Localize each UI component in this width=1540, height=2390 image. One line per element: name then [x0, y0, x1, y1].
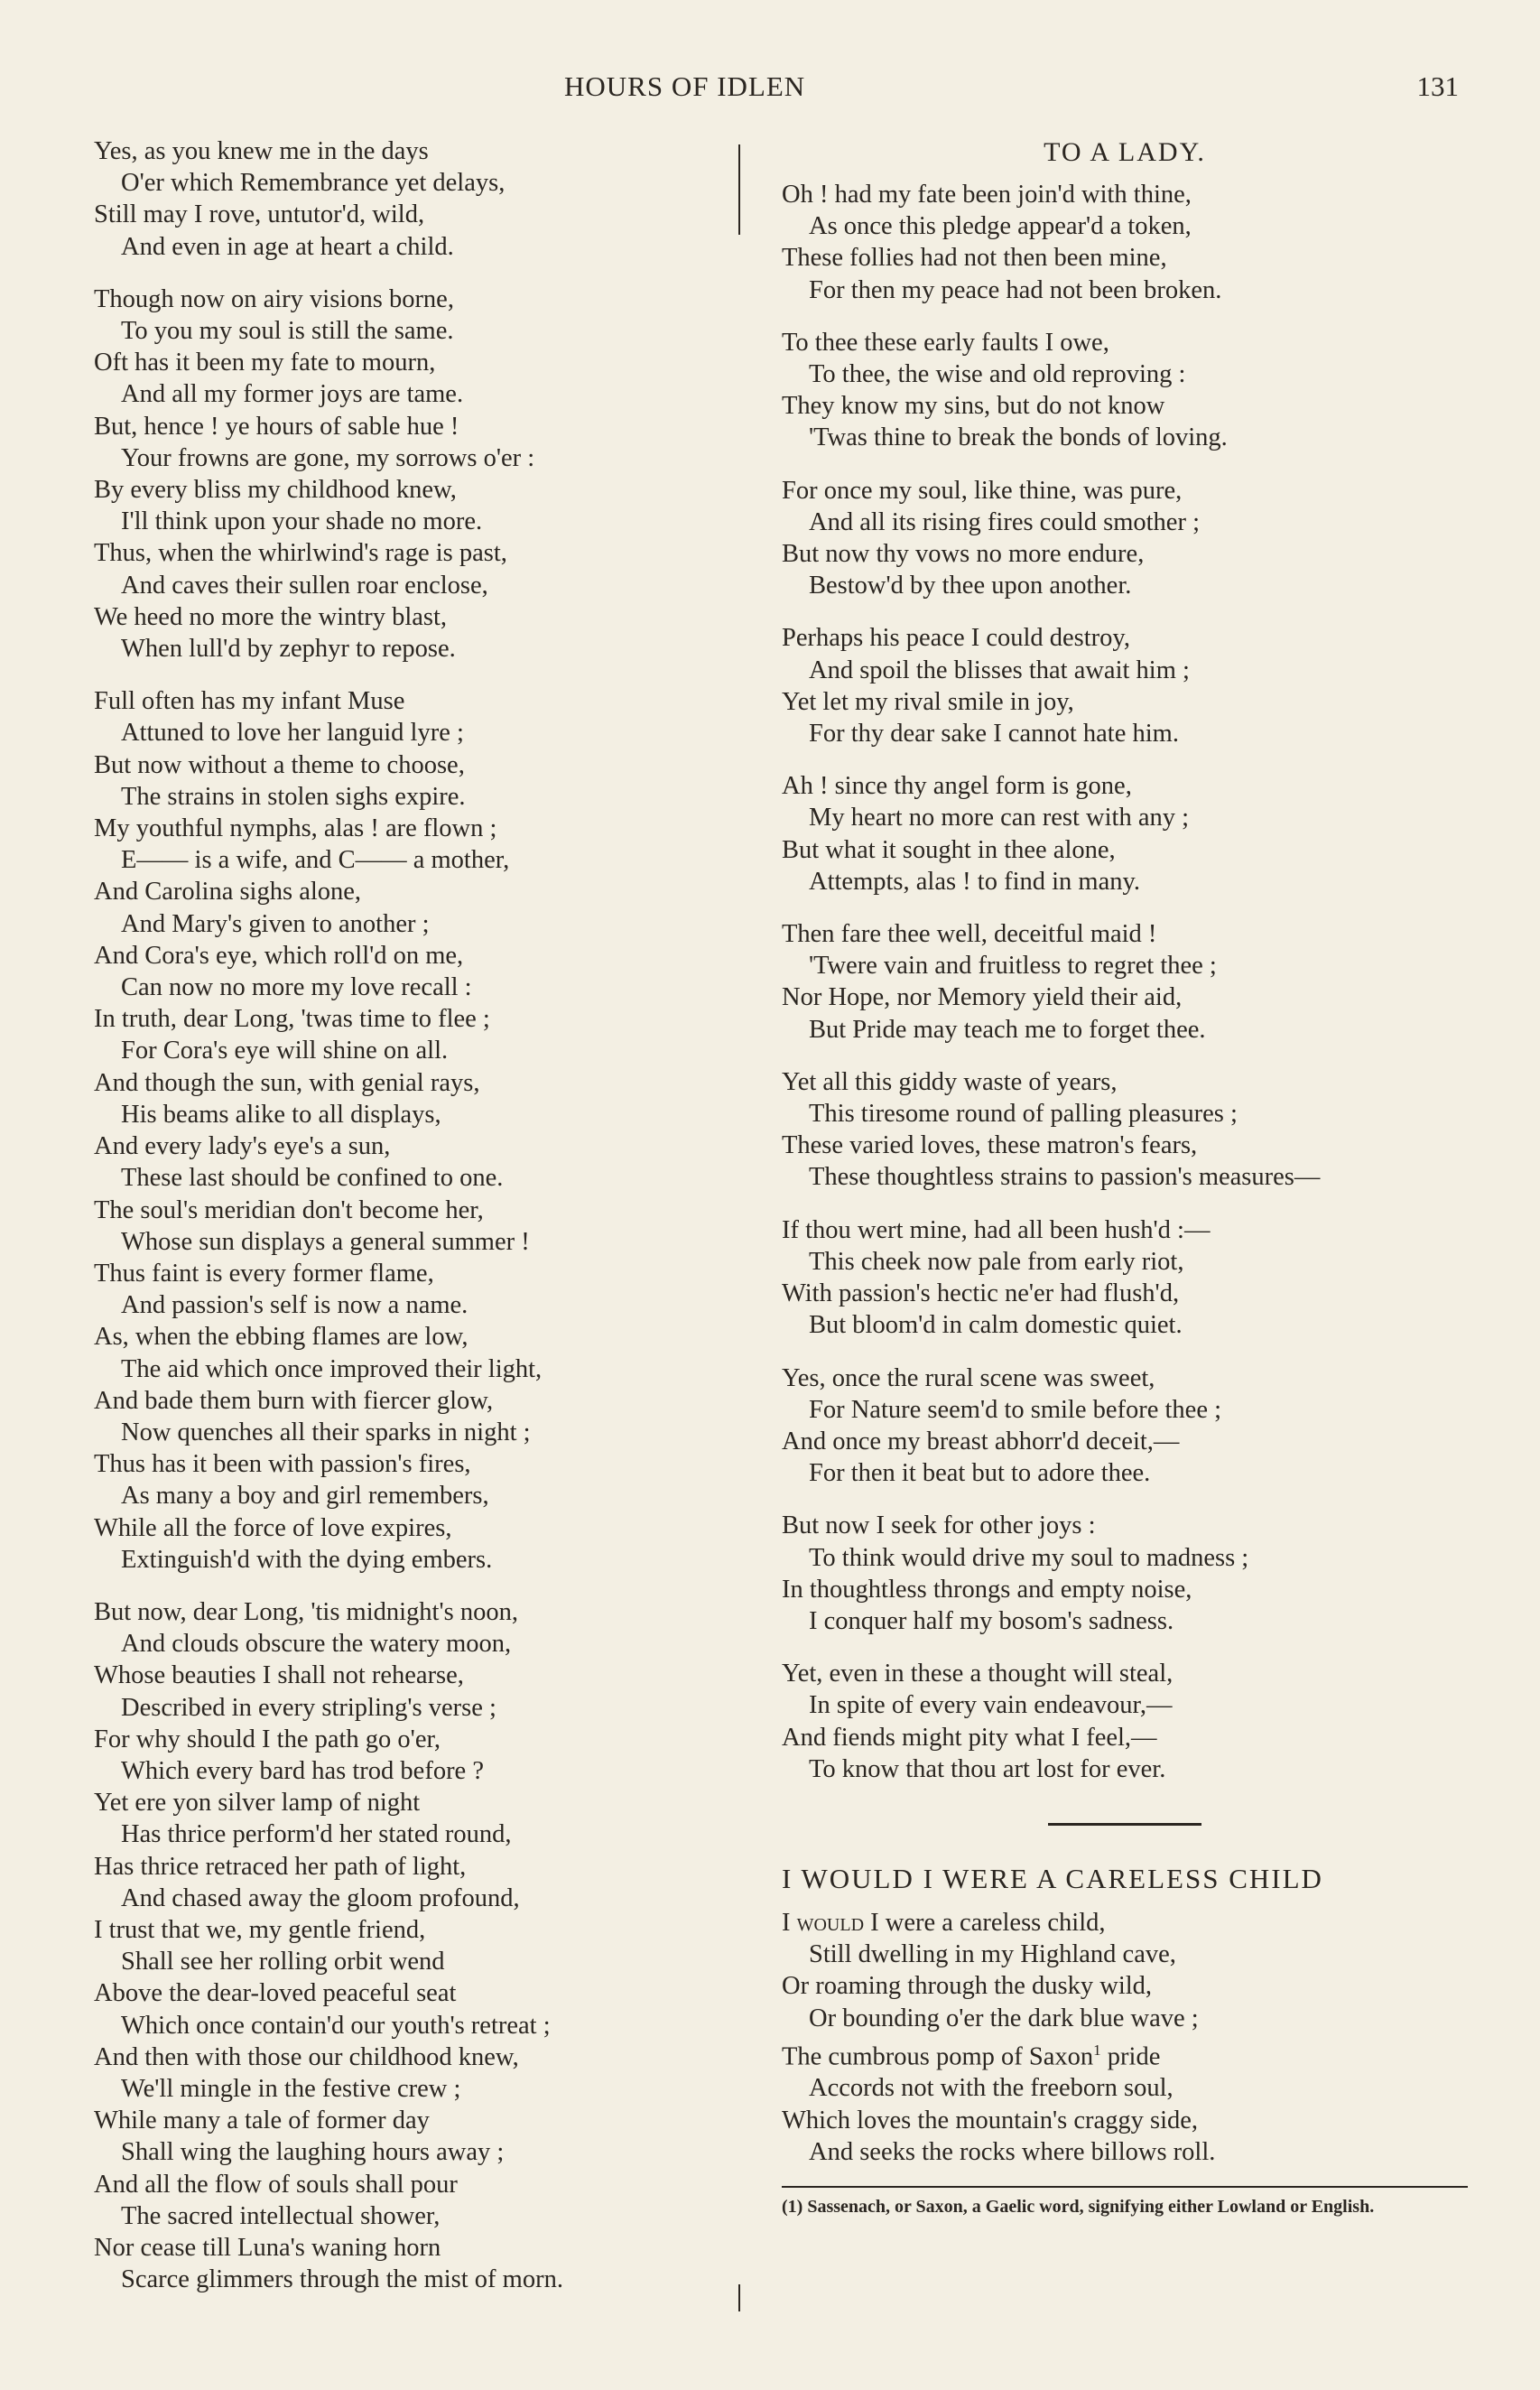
poem-line: Has thrice retraced her path of light, [94, 1852, 467, 1881]
stanza [782, 1362, 1468, 1490]
running-title: HOURS OF IDLEN [564, 70, 806, 102]
poem-line [782, 1970, 1468, 2002]
poem-line-text: Accords not with the freeborn soul, [809, 2074, 1174, 2103]
poem-line: For then it beat but to adore thee. [809, 1459, 1151, 1488]
poem-line [782, 2136, 1468, 2168]
right-column [782, 135, 1468, 2218]
stanza [94, 685, 672, 1576]
poem-line: Full often has my infant Muse [94, 687, 405, 716]
poem-line: But what it sought in thee alone, [782, 835, 1116, 864]
poem-line: In truth, dear Long, 'twas time to flee ; [94, 1005, 490, 1034]
stanza [782, 1510, 1468, 1637]
poem-line: Can now no more my love recall : [121, 973, 472, 1002]
drop-word: I would [782, 1908, 865, 1937]
poem-line: Yet, even in these a thought will steal, [782, 1660, 1174, 1688]
poem-line: And all the flow of souls shall pour [94, 2170, 458, 2199]
poem-line: By every bliss my childhood knew, [94, 476, 457, 505]
footnote-marker: 1 [1093, 2041, 1101, 2059]
poem-line: Oh ! had my fate been join'd with thine, [782, 181, 1192, 209]
poem-line: To know that thou art lost for ever. [809, 1754, 1166, 1783]
poem-line: Scarce glimmers through the mist of morn. [121, 2265, 563, 2294]
poem-line: For why should I the path go o'er, [94, 1725, 441, 1753]
poem-line: Has thrice perform'd her stated round, [121, 1820, 512, 1849]
poem-line: Yet let my rival smile in joy, [782, 687, 1074, 716]
poem-line: We heed no more the wintry blast, [94, 602, 448, 631]
poem-line: And caves their sullen roar enclose, [121, 571, 488, 600]
footnote-rule [782, 2186, 1468, 2188]
poem-line: Your frowns are gone, my sorrows o'er : [121, 443, 535, 472]
poem-line: In thoughtless throngs and empty noise, [782, 1575, 1192, 1604]
poem-line [782, 1907, 1468, 1939]
poem-line: I trust that we, my gentle friend, [94, 1915, 426, 1944]
poem-line: These follies had not then been mine, [782, 244, 1167, 273]
poem-line: If thou wert mine, had all been hush'd :— [782, 1215, 1211, 1244]
poem-line: Whose beauties I shall not rehearse, [94, 1661, 464, 1690]
poem-line: Yet ere yon silver lamp of night [94, 1789, 421, 1818]
poem-line: Attempts, alas ! to find in many. [809, 867, 1141, 896]
poem-line: Which once contain'd our youth's retreat ; [121, 2011, 551, 2040]
stanza [782, 918, 1468, 1046]
poem-line: But now thy vows no more endure, [782, 540, 1145, 569]
poem-line: But now, dear Long, 'tis midnight's noon, [94, 1597, 518, 1626]
poem-line: For then my peace had not been broken. [809, 275, 1222, 304]
poem-line: While many a tale of former day [94, 2106, 430, 2135]
poem-line: The strains in stolen sighs expire. [121, 782, 466, 811]
poem-line: To thee, the wise and old reproving : [809, 360, 1186, 389]
poem-line: Thus faint is every former flame, [94, 1259, 434, 1288]
poem-line: But Pride may teach me to forget thee. [809, 1015, 1206, 1044]
stanza [94, 284, 672, 665]
poem-line: Extinguish'd with the dying embers. [121, 1545, 493, 1574]
poem-line: Above the dear-loved peaceful seat [94, 1979, 457, 2008]
poem-line: This cheek now pale from early riot, [809, 1247, 1184, 1276]
stanza [782, 1214, 1468, 1342]
poem-line: And chased away the gloom profound, [121, 1883, 520, 1912]
poem-line-text: And seeks the rocks where billows roll. [809, 2137, 1216, 2166]
poem-line: Attuned to love her languid lyre ; [121, 719, 464, 748]
poem-line: And once my breast abhorr'd deceit,— [782, 1427, 1180, 1455]
poem-line: Still may I rove, untutor'd, wild, [94, 200, 425, 229]
poem-line: His beams alike to all displays, [121, 1100, 441, 1129]
poem-line: Ah ! since thy angel form is gone, [782, 772, 1132, 801]
poem-line: Yes, once the rural scene was sweet, [782, 1363, 1155, 1392]
poem-line: When lull'd by zephyr to repose. [121, 635, 456, 664]
page-header [0, 70, 1540, 107]
poem-line: O'er which Remembrance yet delays, [121, 169, 506, 198]
poem-line [782, 1939, 1468, 1970]
stanza [782, 327, 1468, 454]
stanza [94, 135, 672, 263]
stanza [94, 1596, 672, 2295]
poem-line-text: The cumbrous pomp of Saxon [782, 2042, 1094, 2071]
poem-line [782, 2003, 1468, 2034]
poem-line: And passion's self is now a name. [121, 1291, 468, 1320]
poem-line: Nor cease till Luna's waning horn [94, 2234, 441, 2262]
poem-line: But bloom'd in calm domestic quiet. [809, 1311, 1183, 1340]
stanza [782, 622, 1468, 749]
poem-line: Perhaps his peace I could destroy, [782, 624, 1130, 653]
poem-line: But now without a theme to choose, [94, 750, 465, 779]
poem-line: But, hence ! ye hours of sable hue ! [94, 412, 459, 441]
poem-line: And all my former joys are tame. [121, 380, 464, 409]
poem-line: These last should be confined to one. [121, 1164, 504, 1193]
poem-line: And fiends might pity what I feel,— [782, 1723, 1157, 1752]
page-number: 131 [1416, 70, 1459, 102]
poem-line [782, 2034, 1468, 2073]
poem-line: And bade them burn with fiercer glow, [94, 1386, 494, 1415]
poem-to-a-lady [782, 179, 1468, 1785]
poem-line: The sacred intellectual shower, [121, 2201, 441, 2230]
column-divider [738, 144, 740, 2311]
poem-line: In spite of every vain endeavour,— [809, 1691, 1173, 1720]
poem-line: Oft has it been my fate to mourn, [94, 349, 436, 377]
poem-line: My youthful nymphs, alas ! are flown ; [94, 814, 497, 843]
poem-line: And every lady's eye's a sun, [94, 1132, 391, 1161]
poem-line: And spoil the blisses that await him ; [809, 656, 1190, 684]
poem-line: E—— is a wife, and C—— a mother, [121, 846, 510, 875]
stanza [782, 1066, 1468, 1194]
poem-line: I'll think upon your shade no more. [121, 507, 483, 536]
stanza [782, 475, 1468, 602]
poem-line: And all its rising fires could smother ; [809, 507, 1200, 536]
poem-lines [782, 1939, 1468, 2168]
first-line-rest: I were a careless child, [864, 1908, 1106, 1937]
poem-line: The soul's meridian don't become her, [94, 1195, 484, 1224]
poem-line [782, 2072, 1468, 2104]
poem-line [782, 2105, 1468, 2136]
poem-line: But now I seek for other joys : [782, 1511, 1096, 1540]
poem-line-text: Still dwelling in my Highland cave, [809, 1940, 1176, 1969]
poem-line: And though the sun, with genial rays, [94, 1068, 480, 1097]
poem-line: Thus has it been with passion's fires, [94, 1450, 471, 1479]
poem-line: Shall see her rolling orbit wend [121, 1948, 445, 1976]
footnote: (1) Sassenach, or Saxon, a Gaelic word, signifying either Lowland or English. [782, 2197, 1375, 2218]
poem-line: Then fare thee well, deceitful maid ! [782, 920, 1157, 949]
poem-line: We'll mingle in the festive crew ; [121, 2074, 461, 2103]
poem-line: I conquer half my bosom's sadness. [809, 1606, 1174, 1635]
poem-title-careless-child: I WOULD I WERE A CARELESS CHILD [782, 1862, 1323, 1894]
poem-line: For Nature seem'd to smile before thee ; [809, 1395, 1222, 1424]
poem-line: Yet all this giddy waste of years, [782, 1067, 1118, 1096]
poem-line: These varied loves, these matron's fears, [782, 1131, 1198, 1160]
poem-line: While all the force of love expires, [94, 1513, 452, 1542]
poem-line: As once this pledge appear'd a token, [809, 212, 1192, 241]
poem-line: To you my soul is still the same. [121, 317, 454, 346]
column-divider-line [738, 144, 740, 2311]
poem-line: Nor Hope, nor Memory yield their aid, [782, 983, 1183, 1012]
poem-line: Thus, when the whirlwind's rage is past, [94, 539, 507, 568]
poem-line: Shall wing the laughing hours away ; [121, 2138, 505, 2167]
poem-line: And clouds obscure the watery moon, [121, 1630, 512, 1659]
poem-line: 'Twere vain and fruitless to regret thee ; [809, 952, 1217, 981]
poem-line: Bestow'd by thee upon another. [809, 572, 1132, 600]
poem-line: For once my soul, like thine, was pure, [782, 476, 1183, 505]
poem-line: To thee these early faults I owe, [782, 328, 1109, 357]
poem-line: Now quenches all their sparks in night ; [121, 1418, 531, 1446]
poem-line: The aid which once improved their light, [121, 1354, 543, 1383]
stanza [782, 770, 1468, 897]
poem-line-text: Or roaming through the dusky wild, [782, 1972, 1153, 2001]
poem-line: 'Twas thine to break the bonds of loving. [809, 423, 1228, 452]
poem-line: For thy dear sake I cannot hate him. [809, 720, 1179, 749]
poem-title-to-a-lady: TO A LADY. [1044, 137, 1206, 167]
poem-line: And Carolina sighs alone, [94, 878, 362, 907]
poem-line-end: pride [1100, 2042, 1161, 2071]
poem-line-text: Or bounding o'er the dark blue wave ; [809, 2004, 1199, 2032]
poem-line: As, when the ebbing flames are low, [94, 1323, 468, 1352]
poem-line: As many a boy and girl remembers, [121, 1482, 489, 1511]
poem-careless-child [782, 1907, 1468, 2168]
poem-line: This tiresome round of palling pleasures ; [809, 1100, 1238, 1129]
poem-line: And then with those our childhood knew, [94, 2042, 519, 2071]
poem-line: For Cora's eye will shine on all. [121, 1037, 449, 1065]
poem-line: And even in age at heart a child. [121, 232, 454, 261]
poem-line: To think would drive my soul to madness ; [809, 1543, 1249, 1572]
poem-line: Yes, as you knew me in the days [94, 137, 429, 165]
section-rule [1048, 1823, 1201, 1826]
poem-line: Which every bard has trod before ? [121, 1756, 484, 1785]
stanza [782, 1658, 1468, 1785]
poem-line: My heart no more can rest with any ; [809, 804, 1190, 832]
poem-line: They know my sins, but do not know [782, 392, 1165, 421]
poem-line: Though now on airy visions borne, [94, 284, 454, 313]
poem-line-text: Which loves the mountain's craggy side, [782, 2106, 1199, 2134]
poem-line: And Cora's eye, which roll'd on me, [94, 941, 464, 970]
poem-line: With passion's hectic ne'er had flush'd, [782, 1279, 1180, 1308]
poem-line: Described in every stripling's verse ; [121, 1693, 496, 1722]
stanza [782, 179, 1468, 306]
poem-line: These thoughtless strains to passion's measures— [809, 1163, 1321, 1192]
poem-line: And Mary's given to another ; [121, 909, 430, 938]
poem-line: Whose sun displays a general summer ! [121, 1227, 530, 1256]
left-column [94, 135, 672, 2295]
